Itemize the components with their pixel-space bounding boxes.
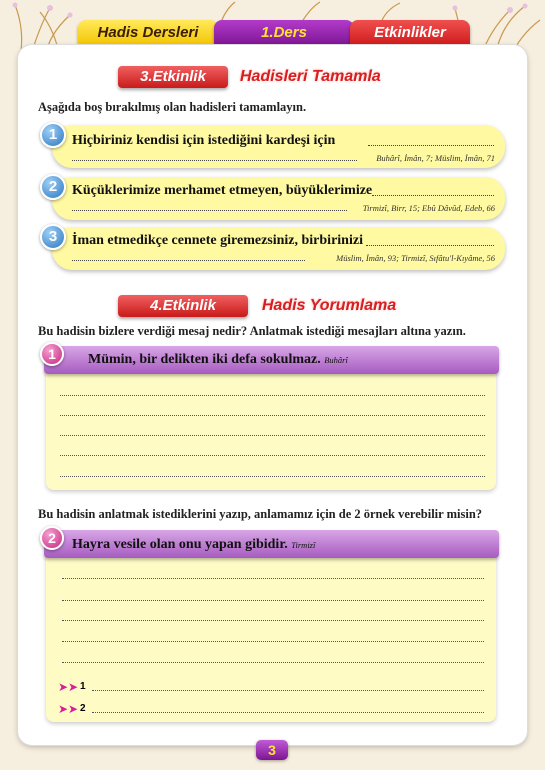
tab-hadis-dersleri[interactable]: Hadis Dersleri [78,20,218,46]
answer-line-2a[interactable] [372,195,494,196]
hadith-source-3: Müslim, İmân, 93; Tirmizî, Sıfâtu'l-Kıyâme, 56 [336,253,495,263]
number-badge-1: 1 [40,122,66,148]
arrow-icon: ➤➤ [58,702,79,716]
example-line-1[interactable] [92,690,484,691]
section3-badge: 3.Etkinlik [118,66,228,88]
section4-badge: 4.Etkinlik [118,295,248,317]
number-badge-2: 2 [40,174,66,200]
writing-line[interactable] [62,662,484,663]
example-label-1: 1 [80,681,86,692]
section4-title: Hadis Yorumlama [262,297,397,314]
writing-line[interactable] [62,600,484,601]
hadith-source-2: Tirmizî, Birr, 15; Ebû Dâvûd, Edeb, 66 [362,203,495,213]
number-badge-3: 3 [40,224,66,250]
arrow-icon: ➤➤ [58,680,79,694]
answer-line-3b[interactable] [72,260,305,261]
section4-instruction-2: Bu hadisin anlatmak istediklerini yazıp, anlamamız için de 2 örnek verebilir misin? [38,507,483,521]
writing-line[interactable] [62,641,484,642]
hadith-text-1: Hiçbiriniz kendisi için istediğini kardeşi için [72,133,336,148]
answer-line-2b[interactable] [72,210,347,211]
hadith-text-2: Küçüklerimize merhamet etmeyen, büyüklerimize [72,183,373,198]
writing-line[interactable] [62,620,484,621]
writing-line[interactable] [60,435,485,436]
example-line-2[interactable] [92,712,484,713]
section3-title: Hadisleri Tamamla [240,68,381,85]
writing-line[interactable] [60,395,485,396]
tab-1-ders[interactable]: 1.Ders [214,20,354,46]
hadith-statement-1: Mümin, bir delikten iki defa sokulmaz. Buhârî [88,352,348,367]
answer-line-1b[interactable] [72,160,357,161]
writing-line[interactable] [60,476,485,477]
answer-line-1a[interactable] [368,145,494,146]
hadith-number-2: 2 [40,526,64,550]
writing-line[interactable] [62,578,484,579]
page-number: 3 [256,740,288,760]
writing-area-1[interactable] [46,360,496,490]
hadith-number-1: 1 [40,342,64,366]
hadith-source-1: Buhârî, İmân, 7; Müslim, İmân, 71 [376,153,495,163]
section4-instruction-1: Bu hadisin bizlere verdiği mesaj nedir? Anlatmak istediği mesajları altına yazın. [38,324,466,338]
example-label-2: 2 [80,703,86,714]
answer-line-3a[interactable] [366,245,494,246]
section3-instruction: Aşağıda boş bırakılmış olan hadisleri tamamlayın. [38,100,307,114]
tab-etkinlikler[interactable]: Etkinlikler [350,20,470,46]
writing-line[interactable] [60,415,485,416]
writing-line[interactable] [60,455,485,456]
hadith-statement-2: Hayra vesile olan onu yapan gibidir. Tirmizî [72,537,316,552]
hadith-text-3: İman etmedikçe cennete giremezsiniz, birbirinizi [72,233,363,248]
